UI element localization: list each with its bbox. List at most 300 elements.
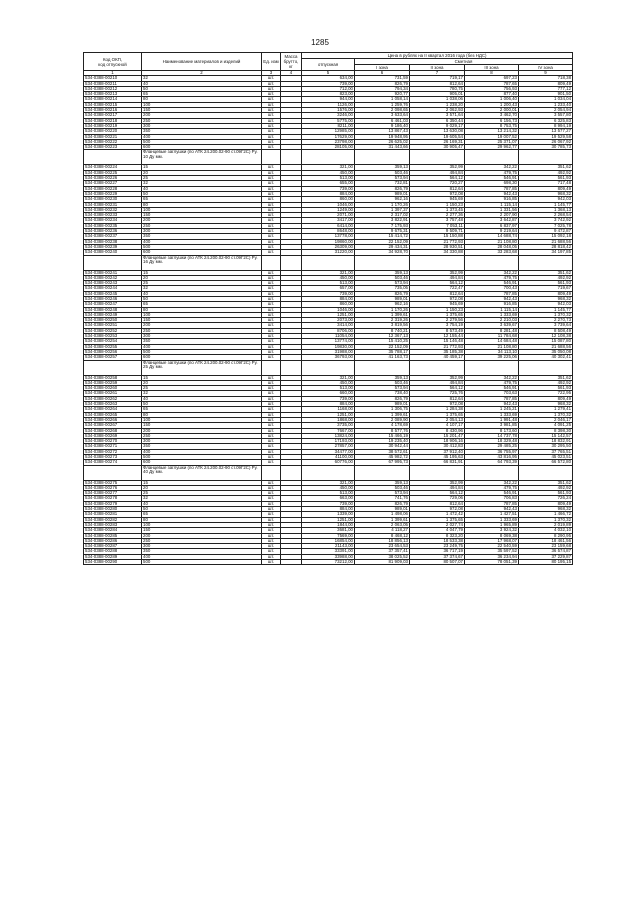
zone3-price-cell: 787,85 xyxy=(465,291,519,296)
size-cell: 50 xyxy=(142,402,262,407)
code-cell: 534-0388-00286 xyxy=(84,538,142,543)
code-cell: 534-0388-00290 xyxy=(84,560,142,565)
zone1-price-cell: 735,05 xyxy=(355,286,410,291)
code-cell: 534-0388-00275 xyxy=(84,480,142,485)
release-price-cell: 450,00 xyxy=(302,380,355,385)
zone3-price-cell: 39 225,06 xyxy=(465,355,519,360)
zone3-price-cell: 25 371,07 xyxy=(465,139,519,144)
code-cell: 534-0388-00284 xyxy=(84,528,142,533)
zone3-price-cell: 8 281,48 xyxy=(465,328,519,333)
zone4-price-cell: 2 268,54 xyxy=(519,213,573,218)
unit-cell: шт. xyxy=(262,234,281,239)
size-cell: 350 xyxy=(142,129,262,134)
size-cell: 350 xyxy=(142,549,262,554)
code-cell: 534-0388-00252 xyxy=(84,328,142,333)
zone2-price-cell: 972,08 xyxy=(410,402,465,407)
release-price-cell: 860,00 xyxy=(302,197,355,202)
code-cell: 534-0388-00241 xyxy=(84,270,142,275)
release-price-cell: 60776,00 xyxy=(302,460,355,465)
size-cell: 40 xyxy=(142,501,262,506)
unit-cell: шт. xyxy=(262,549,281,554)
zone4-price-cell: 35 050,08 xyxy=(519,349,573,354)
code-cell: 534-0388-00234 xyxy=(84,218,142,223)
zone2-price-cell: 6 350,44 xyxy=(410,118,465,123)
release-price-cell: 739,00 xyxy=(302,186,355,191)
release-price-cell: 321,00 xyxy=(302,165,355,170)
unit-cell: шт. xyxy=(262,428,281,433)
zone4-price-cell: 777,12 xyxy=(519,86,573,91)
zone3-price-cell: 703,63 xyxy=(465,391,519,396)
zone1-price-cell: 826,79 xyxy=(355,186,410,191)
release-price-cell: 7667,00 xyxy=(302,428,355,433)
size-cell: 80 xyxy=(142,517,262,522)
unit-cell: шт. xyxy=(262,318,281,323)
zone1-price-cell: 34 928,70 xyxy=(355,250,410,255)
zone1-price-cell: 573,94 xyxy=(355,281,410,286)
zone4-price-cell: 492,92 xyxy=(519,275,573,280)
zone2-price-cell: 494,84 xyxy=(410,275,465,280)
size-cell: 65 xyxy=(142,92,262,97)
zone3-price-cell: 1 333,69 xyxy=(465,517,519,522)
size-cell: 32 xyxy=(142,181,262,186)
code-cell: 534-0388-00260 xyxy=(84,386,142,391)
header-price: Цена в рублях на II квартал 2016 года (без НДС) xyxy=(302,53,573,59)
zone2-price-cell: 4 047,79 xyxy=(410,528,465,533)
code-cell: 534-0388-00251 xyxy=(84,323,142,328)
unit-cell: шт. xyxy=(262,491,281,496)
zone3-price-cell: 21 108,80 xyxy=(465,344,519,349)
zone3-price-cell: 698,30 xyxy=(465,181,519,186)
size-cell: 400 xyxy=(142,344,262,349)
size-cell: 65 xyxy=(142,302,262,307)
size-cell: 50 xyxy=(142,296,262,301)
zone1-price-cell: 794,34 xyxy=(355,86,410,91)
zone2-price-cell: 905,01 xyxy=(410,92,465,97)
header-zone-2: II зона xyxy=(410,65,465,71)
unit-cell: шт. xyxy=(262,239,281,244)
zone1-price-cell: 1 498,06 xyxy=(355,512,410,517)
zone1-price-cell: 18 856,13 xyxy=(355,538,410,543)
release-price-cell: 3414,00 xyxy=(302,323,355,328)
zone4-price-cell: 2 054,94 xyxy=(519,108,573,113)
release-price-cell: 36793,00 xyxy=(302,355,355,360)
zone2-price-cell: 2 279,56 xyxy=(410,318,465,323)
unit-cell: шт. xyxy=(262,522,281,527)
zone3-price-cell: 479,75 xyxy=(465,275,519,280)
code-cell: 534-0388-00213 xyxy=(84,92,142,97)
zone3-price-cell: 787,85 xyxy=(465,501,519,506)
size-cell: 400 xyxy=(142,554,262,559)
zone3-price-cell: 3 639,67 xyxy=(465,323,519,328)
header-zone-1: I зона xyxy=(355,65,410,71)
page-number: 1285 xyxy=(311,38,329,47)
zone1-price-cell: 19 235,40 xyxy=(355,439,410,444)
zone1-price-cell: 989,01 xyxy=(355,402,410,407)
zone2-price-cell: 30 905,47 xyxy=(410,145,465,150)
code-cell: 534-0388-00271 xyxy=(84,444,142,449)
unit-cell: шт. xyxy=(262,480,281,485)
code-cell: 534-0388-00228 xyxy=(84,186,142,191)
code-cell: 534-0388-00236 xyxy=(84,229,142,234)
code-cell: 534-0388-00226 xyxy=(84,176,142,181)
release-price-cell: 7569,00 xyxy=(302,533,355,538)
zone4-price-cell: 8 508,49 xyxy=(519,328,573,333)
mass-cell xyxy=(281,560,302,565)
release-price-cell: 321,00 xyxy=(302,480,355,485)
zone3-price-cell: 342,22 xyxy=(465,270,519,275)
code-cell: 534-0388-00242 xyxy=(84,275,142,280)
zone2-price-cell: 945,69 xyxy=(410,197,465,202)
zone2-price-cell: 2 054,13 xyxy=(410,417,465,422)
zone1-price-cell: 962,16 xyxy=(355,302,410,307)
unit-cell: шт. xyxy=(262,250,281,255)
unit-cell: шт. xyxy=(262,170,281,175)
zone4-price-cell: 8 994,19 xyxy=(519,123,573,128)
zone2-price-cell: 1 375,65 xyxy=(410,312,465,317)
zone3-price-cell: 342,22 xyxy=(465,375,519,380)
zone1-price-cell: 81 909,03 xyxy=(355,560,410,565)
release-price-cell: 3735,00 xyxy=(302,423,355,428)
zone2-price-cell: 45 195,63 xyxy=(410,455,465,460)
code-cell: 534-0388-00245 xyxy=(84,291,142,296)
size-cell: 15 xyxy=(142,270,262,275)
zone2-price-cell: 28 930,51 xyxy=(410,244,465,249)
code-cell: 534-0388-00229 xyxy=(84,191,142,196)
unit-cell: шт. xyxy=(262,86,281,91)
zone3-price-cell: 1 333,69 xyxy=(465,312,519,317)
size-cell: 600 xyxy=(142,145,262,150)
zone1-price-cell: 741,76 xyxy=(355,496,410,501)
zone4-price-cell: 722,95 xyxy=(519,391,573,396)
size-cell: 100 xyxy=(142,312,262,317)
zone4-price-cell: 15 092,18 xyxy=(519,234,573,239)
zone1-price-cell: 573,94 xyxy=(355,386,410,391)
code-cell: 534-0388-00233 xyxy=(84,213,142,218)
release-price-cell: 19860,00 xyxy=(302,239,355,244)
section-row xyxy=(84,465,573,480)
zone2-price-cell: 352,99 xyxy=(410,270,465,275)
size-cell: 300 xyxy=(142,334,262,339)
zone4-price-cell: 15 142,57 xyxy=(519,433,573,438)
code-cell: 534-0388-00273 xyxy=(84,455,142,460)
zone1-price-cell: 1 058,14 xyxy=(355,97,410,102)
zone4-price-cell: 12 108,38 xyxy=(519,334,573,339)
zone1-price-cell: 503,46 xyxy=(355,170,410,175)
size-cell: 250 xyxy=(142,328,262,333)
zone3-price-cell: 13 214,32 xyxy=(465,129,519,134)
zone1-price-cell: 920,77 xyxy=(355,92,410,97)
code-cell: 534-0388-00240 xyxy=(84,250,142,255)
zone3-price-cell: 2 207,90 xyxy=(465,213,519,218)
zone3-price-cell: 479,75 xyxy=(465,170,519,175)
release-price-cell: 11054,00 xyxy=(302,334,355,339)
size-cell: 500 xyxy=(142,244,262,249)
zone1-price-cell: 2 317,02 xyxy=(355,213,410,218)
size-cell: 25 xyxy=(142,176,262,181)
code-cell: 534-0388-00249 xyxy=(84,312,142,317)
zone4-price-cell: 351,62 xyxy=(519,270,573,275)
section-title: Фланцевые заглушки (по АТК 24.200.02-90 ст.09Г2С) Ру. 40 Ду мм. xyxy=(142,465,262,480)
zone4-price-cell: 942,03 xyxy=(519,197,573,202)
zone3-price-cell: 697,23 xyxy=(465,76,519,81)
zone2-price-cell: 35 185,38 xyxy=(410,349,465,354)
size-cell: 200 xyxy=(142,323,262,328)
unit-cell: шт. xyxy=(262,213,281,218)
zone4-price-cell: 36 574,87 xyxy=(519,549,573,554)
zone4-price-cell: 9 472,87 xyxy=(519,229,573,234)
size-cell: 50 xyxy=(142,86,262,91)
release-price-cell: 1576,00 xyxy=(302,108,355,113)
zone3-price-cell: 34 113,10 xyxy=(465,349,519,354)
code-cell: 534-0388-00214 xyxy=(84,97,142,102)
zone3-price-cell: 942,43 xyxy=(465,402,519,407)
zone3-price-cell: 19 007,52 xyxy=(465,134,519,139)
section-title: Фланцевые заглушки (по АТК 24.200.02-90 ст.09Г2С) Ру. 25 Ду мм. xyxy=(142,360,262,375)
zone1-price-cell: 503,46 xyxy=(355,275,410,280)
release-price-cell: 944,00 xyxy=(302,97,355,102)
header-code: Код ОКП, код отпускной xyxy=(84,53,142,71)
code-cell: 534-0388-00255 xyxy=(84,344,142,349)
zone2-price-cell: 812,64 xyxy=(410,501,465,506)
zone2-price-cell: 1 150,23 xyxy=(410,307,465,312)
unit-cell: шт. xyxy=(262,207,281,212)
size-cell: 100 xyxy=(142,207,262,212)
release-price-cell: 1251,00 xyxy=(302,517,355,522)
zone1-price-cell: 7 175,93 xyxy=(355,223,410,228)
zone3-price-cell: 78 051,39 xyxy=(465,560,519,565)
size-cell: 600 xyxy=(142,355,262,360)
size-cell: 200 xyxy=(142,218,262,223)
zone1-price-cell: 503,46 xyxy=(355,485,410,490)
zone2-price-cell: 30 412,83 xyxy=(410,444,465,449)
zone2-price-cell: 812,64 xyxy=(410,396,465,401)
code-cell: 534-0388-00274 xyxy=(84,460,142,465)
zone2-price-cell: 812,64 xyxy=(410,291,465,296)
zone2-price-cell: 1 038,06 xyxy=(410,97,465,102)
release-price-cell: 3246,00 xyxy=(302,113,355,118)
release-price-cell: 1844,00 xyxy=(302,522,355,527)
zone2-price-cell: 37 912,40 xyxy=(410,449,465,454)
zone2-price-cell: 720,27 xyxy=(410,181,465,186)
size-cell: 250 xyxy=(142,223,262,228)
size-cell: 100 xyxy=(142,417,262,422)
table-body xyxy=(84,76,573,565)
unit-cell: шт. xyxy=(262,202,281,207)
code-cell: 534-0388-00227 xyxy=(84,181,142,186)
unit-cell: шт. xyxy=(262,528,281,533)
zone1-price-cell: 826,79 xyxy=(355,291,410,296)
zone2-price-cell: 15 146,48 xyxy=(410,339,465,344)
code-cell: 534-0388-00237 xyxy=(84,234,142,239)
release-price-cell: 8211,00 xyxy=(302,123,355,128)
zone2-price-cell: 1 284,38 xyxy=(410,407,465,412)
unit-cell: шт. xyxy=(262,334,281,339)
code-cell: 534-0388-00216 xyxy=(84,108,142,113)
zone2-price-cell: 7 053,11 xyxy=(410,223,465,228)
zone4-price-cell: 21 688,56 xyxy=(519,239,573,244)
release-price-cell: 1868,00 xyxy=(302,417,355,422)
zone1-price-cell: 826,79 xyxy=(355,396,410,401)
zone4-price-cell: 21 688,56 xyxy=(519,344,573,349)
code-cell: 534-0388-00276 xyxy=(84,485,142,490)
zone1-price-cell: 15 414,72 xyxy=(355,234,410,239)
code-cell: 534-0388-00247 xyxy=(84,302,142,307)
size-cell: 20 xyxy=(142,275,262,280)
zone3-price-cell: 1 965,89 xyxy=(465,522,519,527)
zone4-price-cell: 2 019,89 xyxy=(519,522,573,527)
unit-cell: шт. xyxy=(262,165,281,170)
zone1-price-cell: 9 675,31 xyxy=(355,229,410,234)
zone2-price-cell: 780,75 xyxy=(410,86,465,91)
unit-cell: шт. xyxy=(262,339,281,344)
zone1-price-cell: 962,16 xyxy=(355,197,410,202)
zone4-price-cell: 23 159,68 xyxy=(519,544,573,549)
zone4-price-cell: 30 295,50 xyxy=(519,444,573,449)
zone3-price-cell: 1 331,56 xyxy=(465,207,519,212)
code-cell: 534-0388-00269 xyxy=(84,433,142,438)
zone1-price-cell: 359,13 xyxy=(355,270,410,275)
size-cell: 350 xyxy=(142,444,262,449)
release-price-cell: 16854,00 xyxy=(302,538,355,543)
zone4-price-cell: 37 765,51 xyxy=(519,449,573,454)
code-cell: 534-0388-00262 xyxy=(84,396,142,401)
zone4-price-cell: 492,92 xyxy=(519,170,573,175)
zone1-price-cell: 29 434,31 xyxy=(355,244,410,249)
zone2-price-cell: 8 573,49 xyxy=(410,328,465,333)
header-release: отпускная xyxy=(302,59,355,71)
zone4-price-cell: 8 290,95 xyxy=(519,533,573,538)
zone1-price-cell: 732,81 xyxy=(355,181,410,186)
header-name: Наименование материалов и изделий xyxy=(142,53,262,71)
release-price-cell: 6414,00 xyxy=(302,223,355,228)
column-index-row: 1 2 3 4 5 6 7 8 9 xyxy=(84,71,573,76)
size-cell: 100 xyxy=(142,102,262,107)
zone1-price-cell: 1 399,61 xyxy=(355,412,410,417)
zone3-price-cell: 64 793,39 xyxy=(465,460,519,465)
release-price-cell: 513,00 xyxy=(302,176,355,181)
zone3-price-cell: 1 333,69 xyxy=(465,412,519,417)
zone3-price-cell: 21 108,80 xyxy=(465,239,519,244)
code-cell: 534-0388-00225 xyxy=(84,170,142,175)
zone3-price-cell: 916,85 xyxy=(465,197,519,202)
release-price-cell: 450,00 xyxy=(302,275,355,280)
unit-cell: шт. xyxy=(262,197,281,202)
unit-cell: шт. xyxy=(262,102,281,107)
code-cell: 534-0388-00217 xyxy=(84,113,142,118)
zone2-price-cell: 729,06 xyxy=(410,496,465,501)
unit-cell: шт. xyxy=(262,123,281,128)
size-cell: 150 xyxy=(142,423,262,428)
unit-cell: шт. xyxy=(262,433,281,438)
zone4-price-cell: 968,32 xyxy=(519,402,573,407)
unit-cell: шт. xyxy=(262,186,281,191)
zone1-price-cell: 22 152,09 xyxy=(355,239,410,244)
zone1-price-cell: 26 625,02 xyxy=(355,139,410,144)
size-cell: 300 xyxy=(142,439,262,444)
zone3-price-cell: 706,83 xyxy=(465,496,519,501)
size-cell: 200 xyxy=(142,113,262,118)
zone4-price-cell: 717,48 xyxy=(519,181,573,186)
zone2-price-cell: 722,47 xyxy=(410,286,465,291)
unit-cell: шт. xyxy=(262,92,281,97)
unit-cell: шт. xyxy=(262,512,281,517)
zone2-price-cell: 15 150,88 xyxy=(410,234,465,239)
unit-cell: шт. xyxy=(262,229,281,234)
zone1-price-cell: 23 654,53 xyxy=(355,544,410,549)
zone4-price-cell: 80 195,15 xyxy=(519,560,573,565)
zone4-price-cell: 28 818,42 xyxy=(519,244,573,249)
zone2-price-cell: 812,64 xyxy=(410,186,465,191)
code-cell: 534-0388-00289 xyxy=(84,554,142,559)
unit-cell: шт. xyxy=(262,496,281,501)
code-cell: 534-0388-00257 xyxy=(84,355,142,360)
unit-cell: шт. xyxy=(262,129,281,134)
release-price-cell: 739,00 xyxy=(302,291,355,296)
size-cell: 250 xyxy=(142,538,262,543)
zone2-price-cell: 719,17 xyxy=(410,76,465,81)
zone3-price-cell: 546,91 xyxy=(465,491,519,496)
zone3-price-cell: 1 427,51 xyxy=(465,512,519,517)
zone4-price-cell: 901,50 xyxy=(519,92,573,97)
size-cell: 40 xyxy=(142,291,262,296)
zone2-price-cell: 2 027,74 xyxy=(410,522,465,527)
zone3-price-cell: 1 115,14 xyxy=(465,202,519,207)
code-cell: 534-0388-00235 xyxy=(84,223,142,228)
zone4-price-cell: 13 577,27 xyxy=(519,129,573,134)
release-price-cell: 657,00 xyxy=(302,286,355,291)
zone1-price-cell: 31 443,66 xyxy=(355,145,410,150)
zone1-price-cell: 8 577,76 xyxy=(355,428,410,433)
zone4-price-cell: 968,32 xyxy=(519,296,573,301)
zone3-price-cell: 43 816,95 xyxy=(465,455,519,460)
zone4-price-cell: 561,93 xyxy=(519,176,573,181)
zone3-price-cell: 3 924,32 xyxy=(465,528,519,533)
unit-cell: шт. xyxy=(262,323,281,328)
unit-cell: шт. xyxy=(262,145,281,150)
unit-cell: шт. xyxy=(262,455,281,460)
zone2-price-cell: 352,99 xyxy=(410,165,465,170)
zone4-price-cell: 3 557,80 xyxy=(519,113,573,118)
unit-cell: шт. xyxy=(262,439,281,444)
zone2-price-cell: 13 630,08 xyxy=(410,129,465,134)
zone4-price-cell: 809,49 xyxy=(519,501,573,506)
zone2-price-cell: 352,99 xyxy=(410,375,465,380)
zone2-price-cell: 26 169,31 xyxy=(410,139,465,144)
zone3-price-cell: 546,91 xyxy=(465,386,519,391)
size-cell: 50 xyxy=(142,507,262,512)
release-price-cell: 8648,00 xyxy=(302,229,355,234)
release-price-cell: 5775,00 xyxy=(302,118,355,123)
zone2-price-cell: 8 430,96 xyxy=(410,428,465,433)
unit-cell: шт. xyxy=(262,181,281,186)
zone1-price-cell: 738,40 xyxy=(355,391,410,396)
unit-cell: шт. xyxy=(262,391,281,396)
release-price-cell: 27857,00 xyxy=(302,444,355,449)
zone2-price-cell: 1 238,20 xyxy=(410,102,465,107)
zone2-price-cell: 9 029,17 xyxy=(410,123,465,128)
code-cell: 534-0388-00264 xyxy=(84,407,142,412)
code-cell: 534-0388-00222 xyxy=(84,139,142,144)
zone1-price-cell: 731,59 xyxy=(355,76,410,81)
code-cell: 534-0388-00223 xyxy=(84,145,142,150)
code-cell: 534-0388-00231 xyxy=(84,202,142,207)
zone1-price-cell: 4 178,69 xyxy=(355,423,410,428)
size-cell: 40 xyxy=(142,186,262,191)
release-price-cell: 3417,00 xyxy=(302,218,355,223)
zone3-price-cell: 942,43 xyxy=(465,507,519,512)
unit-cell: шт. xyxy=(262,386,281,391)
release-price-cell: 3681,00 xyxy=(302,528,355,533)
